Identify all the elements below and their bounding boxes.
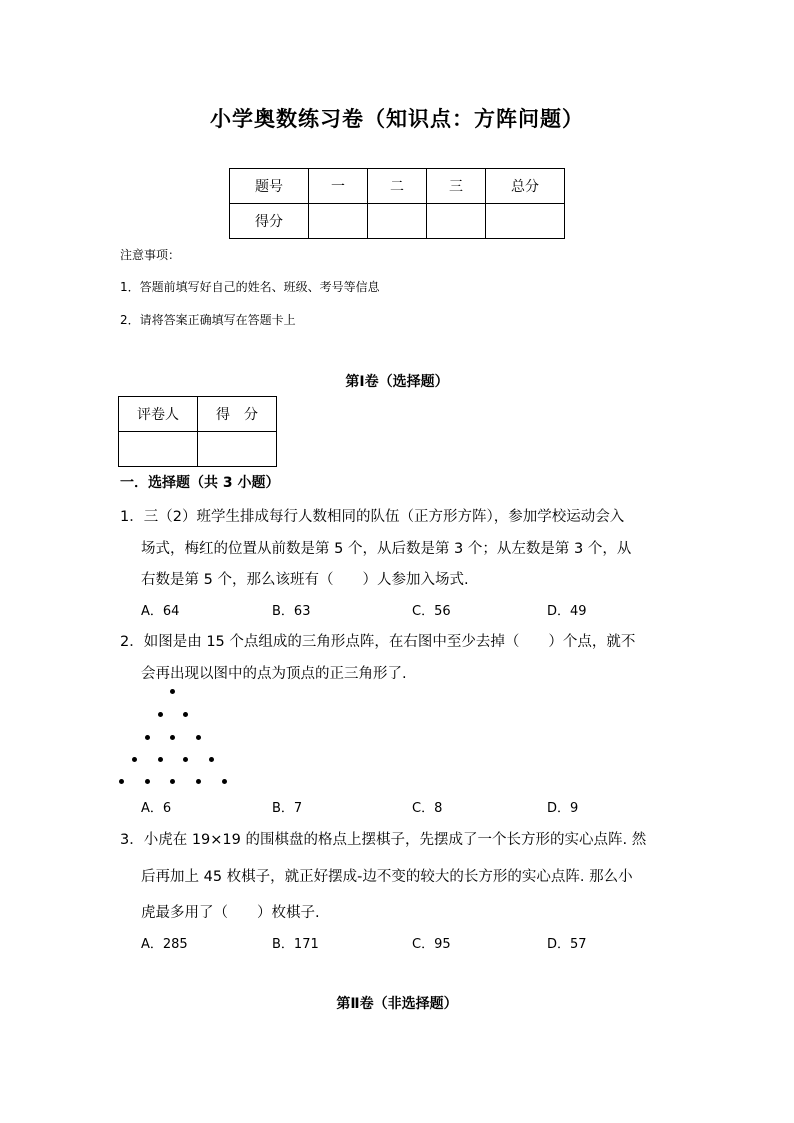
question-3-option-c[interactable]: C．95 bbox=[412, 937, 451, 952]
question-1-line: 场式，梅红的位置从前数是第 5 个，从后数是第 3 个；从左数是第 3 个，从 bbox=[141, 541, 632, 557]
section1-heading: 一．选择题（共 3 小题） bbox=[120, 475, 280, 491]
page-title: 小学奥数练习卷（知识点：方阵问题） bbox=[210, 107, 584, 131]
score-row-label: 得分 bbox=[230, 204, 309, 239]
question-3-line: 后再加上 45 枚棋子，就正好摆成-边不变的较大的长方形的实心点阵. 那么小 bbox=[141, 869, 633, 885]
score-header-cell: 题号 bbox=[230, 169, 309, 204]
question-3-option-a[interactable]: A．285 bbox=[141, 937, 188, 952]
question-1-option-a[interactable]: A．64 bbox=[141, 604, 180, 619]
dot bbox=[145, 779, 150, 784]
score-input-cell[interactable] bbox=[486, 204, 565, 239]
dot bbox=[183, 757, 188, 762]
dot bbox=[145, 735, 150, 740]
grader-table bbox=[118, 396, 277, 467]
notice-item: 1．答题前填写好自己的姓名、班级、考号等信息 bbox=[120, 280, 380, 294]
score-header-cell: 二 bbox=[368, 169, 427, 204]
question-1-line: 右数是第 5 个，那么该班有（ ）人参加入场式. bbox=[141, 572, 469, 588]
dot bbox=[158, 712, 163, 717]
dot bbox=[222, 779, 227, 784]
score-input-cell[interactable] bbox=[368, 204, 427, 239]
grader-header-cell: 评卷人 bbox=[119, 397, 198, 432]
question-2-option-c[interactable]: C．8 bbox=[412, 801, 443, 816]
grader-input-cell[interactable] bbox=[198, 432, 277, 467]
grader-input-cell[interactable] bbox=[119, 432, 198, 467]
grader-header-row bbox=[119, 397, 277, 432]
grader-row bbox=[119, 432, 277, 467]
score-input-cell[interactable] bbox=[427, 204, 486, 239]
dot bbox=[183, 712, 188, 717]
score-header-cell: 一 bbox=[309, 169, 368, 204]
grader-header-cell: 得 分 bbox=[198, 397, 277, 432]
question-3-option-d[interactable]: D．57 bbox=[547, 937, 587, 952]
score-header-cell: 三 bbox=[427, 169, 486, 204]
score-header-cell: 总分 bbox=[486, 169, 565, 204]
notice-item: 2．请将答案正确填写在答题卡上 bbox=[120, 313, 296, 327]
question-1-option-c[interactable]: C．56 bbox=[412, 604, 451, 619]
question-1-option-b[interactable]: B．63 bbox=[272, 604, 311, 619]
part2-title: 第Ⅱ卷（非选择题） bbox=[336, 996, 458, 1012]
dot bbox=[170, 779, 175, 784]
dot bbox=[170, 735, 175, 740]
score-table-row bbox=[230, 204, 565, 239]
dot bbox=[209, 757, 214, 762]
part1-title: 第Ⅰ卷（选择题） bbox=[345, 374, 449, 390]
score-input-cell[interactable] bbox=[309, 204, 368, 239]
question-1-line: 1．三（2）班学生排成每行人数相同的队伍（正方形方阵），参加学校运动会入 bbox=[120, 509, 625, 525]
score-table bbox=[229, 168, 565, 239]
dot bbox=[196, 779, 201, 784]
dot bbox=[196, 735, 201, 740]
question-2-line: 2．如图是由 15 个点组成的三角形点阵，在右图中至少去掉（ ）个点，就不 bbox=[120, 634, 636, 650]
question-3-option-b[interactable]: B．171 bbox=[272, 937, 319, 952]
score-table-header-row bbox=[230, 169, 565, 204]
question-2-line: 会再出现以图中的点为顶点的正三角形了. bbox=[141, 666, 407, 682]
dot bbox=[170, 689, 175, 694]
dot bbox=[119, 779, 124, 784]
dot bbox=[158, 757, 163, 762]
notice-heading: 注意事项： bbox=[120, 248, 181, 262]
question-2-option-b[interactable]: B．7 bbox=[272, 801, 303, 816]
question-3-line: 3．小虎在 19×19 的围棋盘的格点上摆棋子，先摆成了一个长方形的实心点阵. 然 bbox=[120, 832, 647, 848]
dot bbox=[132, 757, 137, 762]
question-1-option-d[interactable]: D．49 bbox=[547, 604, 587, 619]
question-3-line: 虎最多用了（ ）枚棋子. bbox=[141, 905, 320, 921]
question-2-option-d[interactable]: D．9 bbox=[547, 801, 579, 816]
question-2-option-a[interactable]: A．6 bbox=[141, 801, 172, 816]
